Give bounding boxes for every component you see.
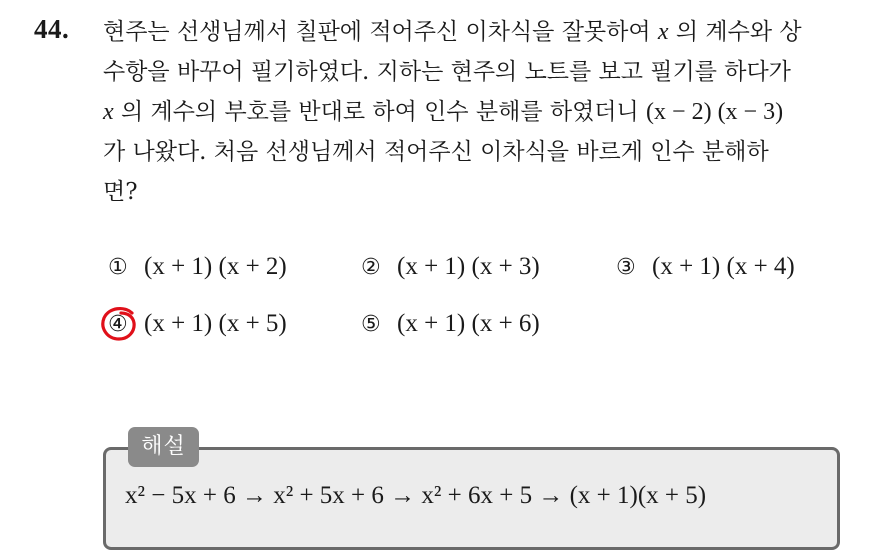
solution-text: x² − 5x + 6 → x² + 5x + 6 → x² + 6x + 5 → (x + 1)(x + 5) [125,482,707,509]
choice-5-expression: (x + 1) (x + 6) [397,310,540,337]
choice-1-expression: (x + 1) (x + 2) [144,253,287,280]
choice-4-expression: (x + 1) (x + 5) [144,310,287,337]
problem-text [103,12,863,212]
problem-line-1: 현주는 선생님께서 칠판에 적어주신 이차식을 잘못하여 x 의 계수와 상 [103,19,802,45]
choice-5-marker: ⑤ [361,311,381,337]
choice-row-2 [108,310,868,367]
choice-4[interactable] [108,310,287,338]
choice-2-marker: ② [361,254,381,280]
choice-1-marker: ① [108,254,128,280]
given-factorization: (x − 2) (x − 3) [646,99,784,125]
problem-line-4: 가 나왔다. 처음 선생님께서 적어주신 이차식을 바르게 인수 분해하 [103,139,769,165]
problem-line-3: x 의 계수의 부호를 반대로 하여 인수 분해를 하였더니 (x − 2) (x − 3) [103,99,784,125]
choice-2[interactable] [361,253,540,281]
choice-3[interactable] [616,253,795,281]
choice-1[interactable] [108,253,287,281]
problem-line-5: 면? [103,179,138,205]
choice-5[interactable] [361,310,540,338]
choice-2-expression: (x + 1) (x + 3) [397,253,540,280]
problem-number: 44. [34,14,70,44]
choice-3-expression: (x + 1) (x + 4) [652,253,795,280]
choice-3-marker: ③ [616,254,636,280]
choice-row-1 [108,253,868,310]
choice-4-marker: ④ [108,312,144,337]
answer-choices [108,253,868,367]
solution-tab: 해설 [128,427,199,467]
problem-line-2: 수항을 바꾸어 필기하였다. 지하는 현주의 노트를 보고 필기를 하다가 [103,59,791,85]
